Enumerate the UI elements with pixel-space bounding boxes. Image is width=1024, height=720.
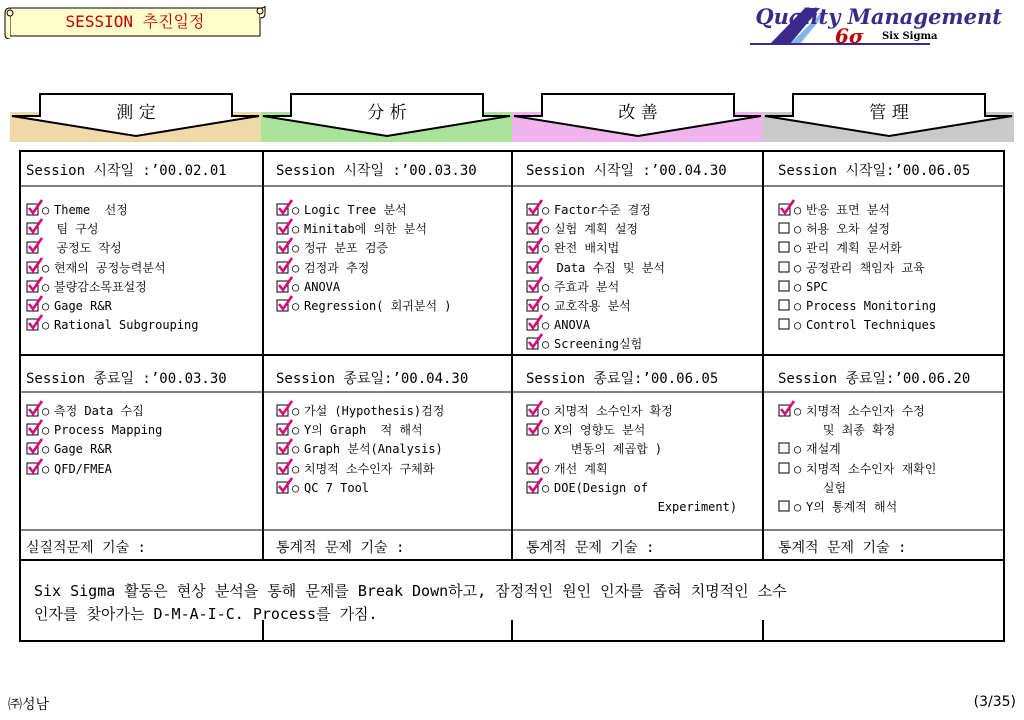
circle-bullet-icon: ○ (292, 203, 300, 217)
checklist-item-text: 팀 구성 (42, 222, 99, 237)
checklist-item (276, 259, 452, 278)
circle-bullet-icon: ○ (42, 260, 50, 275)
logo-text: Quality Management (755, 4, 1002, 29)
session-start-date: Session 시작일 :’00.03.30 (276, 163, 477, 179)
checklist-item-text: Gage R&R (54, 442, 112, 457)
checklist-item-text: 주효과 분석 (554, 279, 620, 294)
checklist-item (26, 402, 162, 421)
checklist-item (526, 278, 665, 297)
checklist-item (778, 316, 936, 335)
phase-label: 測 定 (116, 103, 156, 123)
checklist-item-text: Minitab에 의한 분석 (304, 222, 427, 237)
checked-box-icon (26, 220, 42, 236)
checklist-item-text: 불량감소목표설정 (54, 279, 147, 294)
checklist-item-text: 완전 배치법 (554, 241, 620, 256)
checklist-item (276, 220, 452, 239)
circle-bullet-icon: ○ (292, 404, 300, 418)
empty-box-icon (778, 440, 794, 456)
end-items-list (526, 402, 737, 517)
checklist-item (778, 440, 936, 459)
checklist-item-text: Data 수집 및 분석 (542, 260, 665, 275)
checklist-item-text: 실험 계획 설정 (554, 222, 639, 237)
checklist-item (26, 259, 199, 278)
circle-bullet-icon: ○ (292, 298, 300, 313)
circle-bullet-icon: ○ (794, 461, 802, 476)
checklist-item (276, 297, 452, 316)
phase-label: 管 理 (869, 103, 909, 123)
circle-bullet-icon: ○ (794, 318, 802, 333)
checklist-item (778, 498, 936, 517)
checked-box-icon (526, 316, 542, 332)
checklist-item-text: 치명적 소수인자 확정 (554, 404, 673, 418)
checked-box-icon (26, 460, 42, 476)
checked-box-icon (26, 239, 42, 255)
checklist-item (26, 278, 199, 297)
start-items-list (778, 201, 936, 335)
checked-box-icon (526, 421, 542, 437)
checklist-item-text: 허용 오차 설정 (806, 222, 891, 237)
checklist-item (276, 460, 444, 479)
session-start-date: Session 시작일 :’00.04.30 (526, 163, 727, 179)
checklist-item (778, 220, 936, 239)
checklist-item (526, 479, 737, 498)
checked-box-icon (778, 201, 794, 217)
circle-bullet-icon: ○ (794, 241, 802, 256)
checked-box-icon (526, 259, 542, 275)
checklist-item (26, 220, 199, 239)
checklist-item-text: 가설 (Hypothesis)검정 (304, 404, 445, 418)
checklist-item (778, 479, 936, 498)
circle-bullet-icon: ○ (794, 499, 802, 514)
checked-box-icon (276, 421, 292, 437)
circle-bullet-icon: ○ (542, 404, 550, 418)
checklist-item (778, 201, 936, 220)
summary-text: Six Sigma 활동은 현상 분석을 통해 문제를 Break Down하고, 잠정적인 원인 인자를 좁혀 치명적인 소수 인자를 찾아가는 D-M-A-I-C. Process를 가짐. (34, 582, 787, 623)
checklist-item-text: Process Mapping (54, 423, 163, 438)
circle-bullet-icon: ○ (292, 480, 300, 495)
checklist-item (526, 220, 665, 239)
circle-bullet-icon: ○ (794, 442, 802, 457)
checked-box-icon (26, 316, 42, 332)
circle-bullet-icon: ○ (542, 318, 550, 333)
checklist-item-text: 측정 Data 수집 (54, 404, 144, 418)
problem-statement-label: 통계적 문제 기술 : (276, 540, 405, 556)
empty-box-icon (778, 460, 794, 476)
checklist-item-text: Y의 통계적 해석 (806, 499, 898, 514)
circle-bullet-icon: ○ (42, 203, 50, 217)
checklist-item-text: 공정도 작성 (42, 241, 122, 256)
circle-bullet-icon: ○ (42, 318, 50, 333)
checklist-item-text: ANOVA (554, 318, 591, 333)
checked-box-icon (526, 460, 542, 476)
checklist-item-text: Factor수준 결정 (554, 203, 651, 217)
circle-bullet-icon: ○ (42, 279, 50, 294)
checklist-item (526, 498, 737, 517)
checklist-item-text: SPC (806, 279, 828, 294)
checklist-item (26, 297, 199, 316)
checklist-item-text: Experiment) (542, 499, 738, 514)
circle-bullet-icon: ○ (542, 298, 550, 313)
checklist-item (276, 440, 444, 459)
end-items-list (778, 402, 936, 517)
checked-box-icon (26, 201, 42, 217)
checked-box-icon (26, 421, 42, 437)
checklist-item-text: Process Monitoring (806, 298, 937, 313)
checked-box-icon (526, 335, 542, 351)
checklist-item-text: QC 7 Tool (304, 480, 370, 495)
phase-label: 改 善 (618, 103, 658, 123)
checked-box-icon (526, 402, 542, 418)
checklist-item (526, 335, 665, 354)
checked-box-icon (526, 239, 542, 255)
logo-subtitle: Six Sigma (882, 31, 938, 42)
circle-bullet-icon: ○ (292, 260, 300, 275)
circle-bullet-icon: ○ (794, 203, 802, 217)
circle-bullet-icon: ○ (292, 279, 300, 294)
checklist-item (526, 259, 665, 278)
checked-box-icon (276, 259, 292, 275)
checklist-item (26, 440, 162, 459)
circle-bullet-icon: ○ (42, 298, 50, 313)
checklist-item (526, 421, 737, 440)
checklist-item (526, 402, 737, 421)
empty-box-icon (778, 498, 794, 514)
checklist-item (276, 402, 444, 421)
empty-box-icon (778, 278, 794, 294)
checklist-item-text: 검정과 추정 (304, 260, 370, 275)
checklist-item-text: Screening실험 (554, 337, 643, 352)
checklist-item (526, 239, 665, 258)
checklist-item-text: X의 영향도 분석 (554, 423, 646, 438)
circle-bullet-icon: ○ (794, 298, 802, 313)
checklist-item (778, 239, 936, 258)
session-end-date: Session 종료일:’00.06.20 (778, 371, 971, 387)
checked-box-icon (526, 479, 542, 495)
circle-bullet-icon: ○ (794, 404, 802, 418)
checklist-item-text: 및 최종 확정 (794, 423, 896, 438)
session-start-date: Session 시작일 :’00.02.01 (26, 163, 227, 179)
circle-bullet-icon: ○ (542, 203, 550, 217)
end-items-list (26, 402, 162, 479)
company-name: ㈜성남 (8, 697, 50, 713)
session-end-date: Session 종료일 :’00.03.30 (26, 371, 227, 387)
logo-six-sigma-symbol: 6σ (835, 24, 864, 48)
checked-box-icon (526, 278, 542, 294)
problem-statement-label: 통계적 문제 기술 : (778, 540, 907, 556)
start-items-list (276, 201, 452, 316)
checklist-item-text: 개선 계획 (554, 461, 608, 476)
checklist-item-text: 재설계 (806, 442, 841, 457)
checked-box-icon (26, 297, 42, 313)
circle-bullet-icon: ○ (42, 404, 50, 418)
circle-bullet-icon: ○ (42, 442, 50, 457)
spacer (778, 479, 794, 495)
checklist-item (276, 421, 444, 440)
checklist-item (26, 460, 162, 479)
spacer (778, 421, 794, 437)
checked-box-icon (276, 220, 292, 236)
checklist-item-text: Regression( 회귀분석 ) (304, 298, 452, 313)
circle-bullet-icon: ○ (542, 423, 550, 438)
checklist-item-text: Theme 선정 (54, 203, 128, 217)
checked-box-icon (276, 440, 292, 456)
empty-box-icon (778, 297, 794, 313)
circle-bullet-icon: ○ (542, 222, 550, 237)
circle-bullet-icon: ○ (794, 260, 802, 275)
checklist-item-text: 치명적 소수인자 수정 (806, 404, 925, 418)
checked-box-icon (26, 402, 42, 418)
checklist-item (778, 402, 936, 421)
checklist-item (778, 297, 936, 316)
checklist-item (526, 460, 737, 479)
circle-bullet-icon: ○ (42, 423, 50, 438)
page-title: SESSION 추진일정 (65, 12, 205, 31)
checklist-item-text: ANOVA (304, 279, 341, 294)
checklist-item (276, 479, 444, 498)
circle-bullet-icon: ○ (292, 442, 300, 457)
circle-bullet-icon: ○ (292, 241, 300, 256)
checklist-item-text: 정규 분포 검증 (304, 241, 389, 256)
checklist-item-text: 공정관리 책임자 교육 (806, 260, 925, 275)
checklist-item (26, 421, 162, 440)
checklist-item-text: 현재의 공정능력분석 (54, 260, 166, 275)
session-end-date: Session 종료일:’00.04.30 (276, 371, 469, 387)
checklist-item (276, 278, 452, 297)
circle-bullet-icon: ○ (542, 337, 550, 352)
checked-box-icon (526, 220, 542, 236)
circle-bullet-icon: ○ (42, 461, 50, 476)
checklist-item-text: Logic Tree 분석 (304, 203, 407, 217)
checklist-item (526, 316, 665, 335)
checklist-item-text: Gage R&R (54, 298, 112, 313)
session-end-date: Session 종료일:’00.06.05 (526, 371, 719, 387)
circle-bullet-icon: ○ (794, 279, 802, 294)
checklist-item (778, 460, 936, 479)
start-items-list (26, 201, 199, 335)
checked-box-icon (526, 297, 542, 313)
problem-statement-label: 통계적 문제 기술 : (526, 540, 655, 556)
checklist-item-text: DOE(Design of (554, 480, 648, 495)
checklist-item (26, 239, 199, 258)
checked-box-icon (276, 239, 292, 255)
session-start-date: Session 시작일:’00.06.05 (778, 163, 971, 179)
empty-box-icon (778, 316, 794, 332)
empty-box-icon (778, 220, 794, 236)
circle-bullet-icon: ○ (794, 222, 802, 237)
empty-box-icon (778, 239, 794, 255)
checklist-item-text: Graph 분석(Analysis) (304, 442, 443, 457)
end-items-list (276, 402, 444, 498)
circle-bullet-icon: ○ (542, 279, 550, 294)
checked-box-icon (778, 402, 794, 418)
checklist-item-text: 치명적 소수인자 재확인 (806, 461, 937, 476)
checklist-item-text: 관리 계획 문서화 (806, 241, 902, 256)
circle-bullet-icon: ○ (542, 480, 550, 495)
checked-box-icon (276, 278, 292, 294)
circle-bullet-icon: ○ (542, 241, 550, 256)
checklist-item-text: Y의 Graph 적 해석 (304, 423, 423, 438)
page-number: (3/35) (973, 694, 1016, 710)
checked-box-icon (276, 479, 292, 495)
circle-bullet-icon: ○ (542, 461, 550, 476)
checklist-item (276, 239, 452, 258)
checklist-item (526, 297, 665, 316)
circle-bullet-icon: ○ (292, 423, 300, 438)
checked-box-icon (276, 460, 292, 476)
checklist-item (526, 440, 737, 459)
checklist-item-text: Control Techniques (806, 318, 937, 333)
checked-box-icon (276, 297, 292, 313)
checklist-item-text: Rational Subgrouping (54, 318, 199, 333)
circle-bullet-icon: ○ (292, 461, 300, 476)
empty-box-icon (778, 259, 794, 275)
checklist-item (26, 316, 199, 335)
checklist-item-text: 교호작용 분석 (554, 298, 631, 313)
circle-bullet-icon: ○ (292, 222, 300, 237)
checklist-item (778, 259, 936, 278)
checklist-item (276, 201, 452, 220)
problem-statement-label: 실질적문제 기술 : (26, 540, 146, 556)
checklist-item-text: 실험 (794, 480, 847, 495)
spacer (526, 440, 542, 456)
checked-box-icon (276, 402, 292, 418)
checklist-item-text: 변동의 제곱합 ) (542, 442, 663, 457)
checked-box-icon (26, 440, 42, 456)
checklist-item (778, 421, 936, 440)
checklist-item (526, 201, 665, 220)
checklist-item (778, 278, 936, 297)
checked-box-icon (276, 201, 292, 217)
checklist-item-text: QFD/FMEA (54, 461, 112, 476)
spacer (526, 498, 542, 514)
start-items-list (526, 201, 665, 355)
checked-box-icon (526, 201, 542, 217)
checked-box-icon (26, 259, 42, 275)
checklist-item (26, 201, 199, 220)
checked-box-icon (26, 278, 42, 294)
checklist-item-text: 반응 표면 분석 (806, 203, 891, 217)
checklist-item-text: 치명적 소수인자 구체화 (304, 461, 435, 476)
phase-label: 分 析 (367, 103, 407, 123)
